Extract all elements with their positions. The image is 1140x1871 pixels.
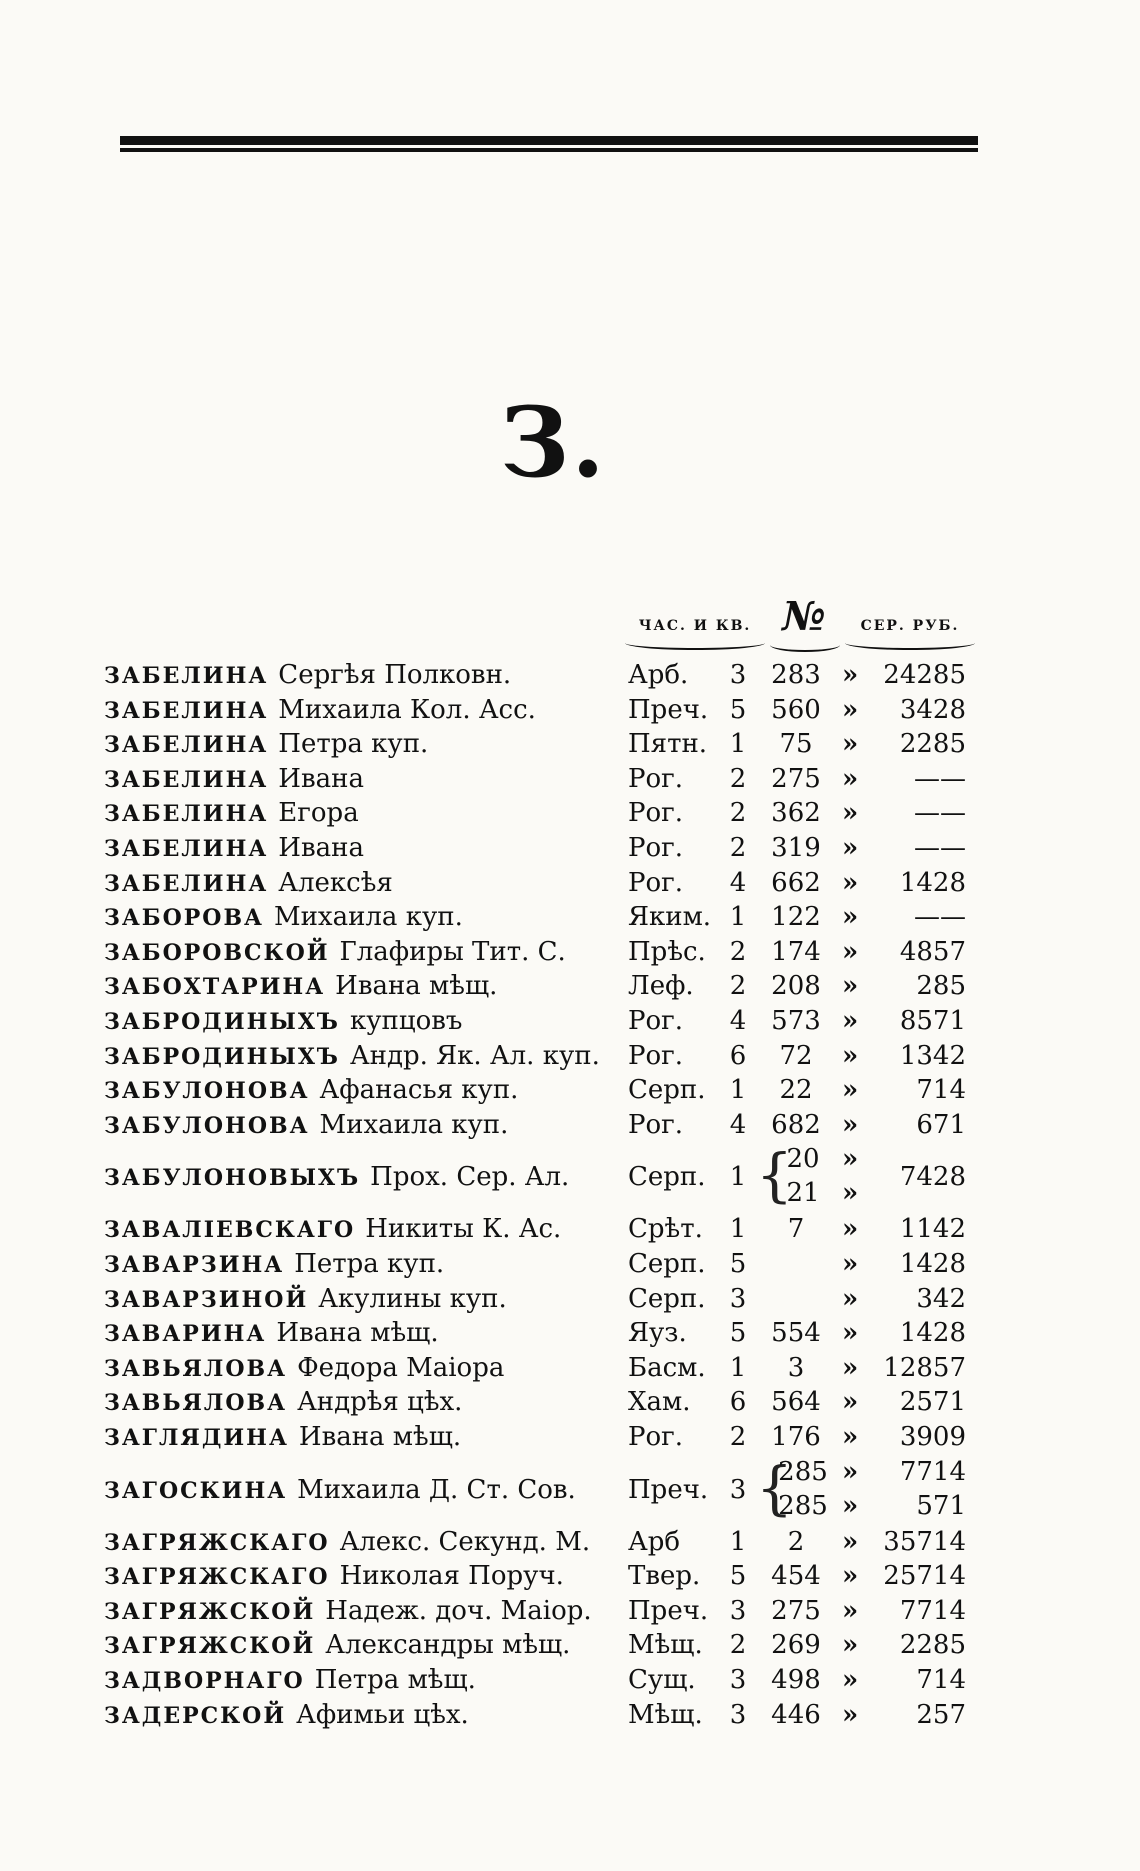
entry-mark: » — [842, 1214, 859, 1245]
entry-mark: » — [842, 1422, 859, 1452]
entry-name — [104, 658, 511, 693]
entry-mark: » — [842, 1006, 859, 1036]
entry-amount: 1428 — [899, 867, 966, 898]
entry-number: 573 — [771, 1006, 821, 1036]
header-number-label: № — [782, 593, 826, 640]
entry-name — [104, 1282, 507, 1317]
entry-number: 285 — [778, 1490, 828, 1521]
entry-surname: ЗАВАРЗИНА — [104, 1252, 285, 1278]
entry-number: 662 — [771, 867, 821, 898]
entry-amount: 7428 — [899, 1162, 966, 1193]
entry-quarter: 2 — [729, 763, 747, 794]
entry-description: Михаила куп. — [319, 1109, 509, 1140]
entry-amount: 35714 — [883, 1526, 966, 1557]
entry-name — [104, 1073, 518, 1108]
entry-part: Мѣщ. — [628, 1699, 703, 1730]
entry-number: 498 — [771, 1665, 821, 1695]
entry-quarter: 3 — [729, 1665, 747, 1695]
entry-name — [104, 762, 364, 797]
entry-number: 72 — [779, 1040, 813, 1071]
entry-surname: ЗАГРЯЖСКОЙ — [104, 1633, 316, 1660]
entry-number: 21 — [786, 1178, 820, 1209]
register-row — [0, 1282, 1140, 1316]
entry-name — [104, 1212, 561, 1247]
entry-number-group — [756, 1142, 836, 1212]
entry-part: Рог. — [628, 867, 684, 898]
register-row — [0, 1559, 1140, 1593]
entry-number: 564 — [771, 1387, 821, 1418]
register-row — [0, 1663, 1140, 1697]
entry-quarter: 5 — [729, 694, 747, 725]
register-row — [0, 727, 1140, 761]
entry-part: Срѣт. — [628, 1214, 703, 1245]
register-row — [0, 1385, 1140, 1419]
entry-mark: » — [842, 1665, 859, 1695]
entry-part: Серп. — [628, 1075, 706, 1106]
entry-description: Андр. Як. Ал. куп. — [349, 1040, 600, 1071]
entry-number: 362 — [771, 798, 821, 829]
header-brace — [770, 638, 840, 652]
entry-description: Николая Поруч. — [339, 1561, 564, 1592]
entry-mark-group — [842, 1455, 859, 1525]
register-row — [0, 831, 1140, 865]
entry-name — [104, 1663, 476, 1698]
entry-amount: 257 — [916, 1699, 966, 1730]
entry-part: Басм. — [628, 1352, 706, 1383]
entry-quarter: 1 — [729, 1214, 747, 1245]
entry-amount: 7714 — [899, 1595, 966, 1626]
entry-mark: » — [842, 1075, 859, 1106]
entry-description: Ивана мѣщ. — [276, 1318, 439, 1349]
entry-surname: ЗАБЕЛИНА — [104, 801, 269, 828]
entry-number: 176 — [771, 1422, 821, 1452]
entry-part: Рог. — [628, 1006, 684, 1036]
entry-surname: ЗАВЬЯЛОВА — [104, 1390, 288, 1417]
brace-glyph: { — [756, 1141, 793, 1210]
register-row — [0, 1316, 1140, 1350]
entry-name — [104, 1316, 439, 1351]
entry-amount: 342 — [916, 1283, 966, 1314]
entry-amount: 3428 — [899, 694, 966, 725]
entry-amount: 2571 — [899, 1387, 966, 1418]
entry-surname: ЗАВАЛІЕВСКАГО — [104, 1217, 356, 1244]
entry-description: Егора — [278, 798, 359, 829]
entry-surname: ЗАВЬЯЛОВА — [104, 1355, 288, 1382]
entry-quarter: 1 — [729, 1352, 747, 1383]
entry-number: 285 — [778, 1456, 828, 1487]
register-row — [0, 658, 1140, 692]
entry-mark: » — [842, 833, 859, 863]
entry-quarter: 1 — [729, 1162, 747, 1193]
entry-description: Андрѣя цѣх. — [297, 1387, 463, 1418]
entry-mark: » — [842, 1630, 859, 1661]
entry-part: Мѣщ. — [628, 1630, 703, 1661]
entry-number: 554 — [771, 1318, 821, 1349]
entry-amount: 1142 — [899, 1214, 966, 1245]
entry-part: Серп. — [628, 1162, 706, 1193]
entry-part: Яуз. — [628, 1318, 687, 1349]
entry-amount: 571 — [916, 1490, 966, 1521]
register-row — [0, 1351, 1140, 1385]
entry-name — [104, 831, 364, 866]
entry-surname: ЗАБЕЛИНА — [104, 732, 269, 759]
entry-amount: 671 — [916, 1109, 966, 1140]
entry-mark: » — [842, 1699, 859, 1730]
register-row — [0, 1142, 1140, 1212]
entry-description: Афимьи цѣх. — [296, 1699, 469, 1730]
entry-number: 20 — [786, 1144, 820, 1175]
entry-name — [104, 1004, 462, 1039]
entry-quarter: 3 — [729, 1474, 747, 1505]
header-number — [770, 593, 840, 652]
entry-surname: ЗАБОХТАРИНА — [104, 974, 326, 1001]
entry-quarter: 2 — [729, 1630, 747, 1661]
entry-description: Никиты К. Ас. — [365, 1214, 562, 1245]
entry-number: 446 — [771, 1699, 821, 1730]
entry-mark: » — [842, 1249, 859, 1279]
header-brace — [625, 636, 765, 650]
entry-part: Рог. — [628, 1040, 684, 1071]
entry-mark: » — [842, 660, 859, 690]
entry-number: 208 — [771, 971, 821, 1002]
entry-name — [104, 1628, 570, 1663]
register-row — [0, 1039, 1140, 1073]
brace-glyph: { — [756, 1453, 793, 1522]
entry-mark: » — [842, 902, 859, 933]
entry-mark-group — [842, 1142, 859, 1212]
entry-surname: ЗАБРОДИНЫХЪ — [104, 1043, 340, 1070]
entry-amount: 1428 — [899, 1249, 966, 1279]
entry-quarter: 3 — [729, 1595, 747, 1626]
entry-amount: 714 — [916, 1075, 966, 1106]
entry-surname: ЗАБРОДИНЫХЪ — [104, 1009, 340, 1035]
entry-quarter: 5 — [729, 1318, 747, 1349]
entry-quarter: 3 — [729, 1283, 747, 1314]
entry-part: Арб — [628, 1526, 680, 1557]
entry-name — [104, 693, 536, 728]
entry-mark: » — [842, 1178, 859, 1209]
entry-surname: ЗАГРЯЖСКАГО — [104, 1564, 330, 1591]
entry-name — [104, 727, 428, 762]
header-part-quarter-label: ЧАС. И КВ. — [638, 618, 752, 634]
entry-part: Рог. — [628, 798, 684, 829]
register-row — [0, 969, 1140, 1003]
entry-mark: » — [842, 694, 859, 725]
header-amount — [845, 598, 975, 650]
entry-number: 75 — [779, 729, 813, 760]
register-row — [0, 900, 1140, 934]
register-row — [0, 762, 1140, 796]
entry-number: 7 — [787, 1214, 805, 1245]
entry-description: Александры мѣщ. — [325, 1630, 571, 1661]
entry-mark: » — [842, 1595, 859, 1626]
entry-name — [104, 1160, 569, 1195]
entry-description: Алекс. Секунд. М. — [339, 1526, 591, 1557]
register-row — [0, 1455, 1140, 1525]
entry-number: 682 — [771, 1109, 821, 1140]
entry-quarter: 1 — [729, 902, 747, 933]
entry-quarter: 2 — [729, 936, 747, 967]
entry-description: Федора Маіора — [297, 1352, 505, 1383]
register-row — [0, 1004, 1140, 1038]
entry-surname: ЗАБЕЛИНА — [104, 663, 269, 689]
entry-description: Надеж. доч. Маіор. — [325, 1595, 592, 1626]
entry-quarter: 1 — [729, 1526, 747, 1557]
entry-surname: ЗАБЕЛИНА — [104, 836, 269, 862]
entry-name — [104, 866, 393, 901]
entry-mark: » — [842, 1352, 859, 1383]
entry-number: 283 — [771, 660, 821, 690]
header-amount-label: СЕР. РУБ. — [860, 618, 960, 634]
entry-mark: » — [842, 1283, 859, 1314]
entry-surname: ЗАБУЛОНОВЫХЪ — [104, 1165, 361, 1192]
entry-part: Преч. — [628, 1474, 709, 1505]
entry-quarter: 3 — [729, 660, 747, 690]
entry-number: 275 — [771, 1595, 821, 1626]
entry-surname: ЗАБУЛОНОВА — [104, 1078, 310, 1105]
entry-description: Михаила Д. Ст. Сов. — [297, 1474, 576, 1505]
entry-surname: ЗАБЕЛИНА — [104, 870, 269, 897]
top-rule-thin — [120, 148, 978, 152]
entry-quarter: 2 — [729, 798, 747, 829]
entry-number: 174 — [771, 936, 821, 967]
entry-name — [104, 796, 359, 831]
top-rule-thick — [120, 136, 978, 145]
entry-quarter: 5 — [729, 1561, 747, 1592]
register-row — [0, 1212, 1140, 1246]
register-row — [0, 693, 1140, 727]
entry-part: Хам. — [628, 1387, 691, 1418]
entry-description: Петра куп. — [278, 729, 429, 760]
register-row — [0, 1073, 1140, 1107]
entry-mark: » — [842, 867, 859, 898]
entry-amount: 2285 — [899, 729, 966, 760]
entry-amount: 285 — [916, 971, 966, 1002]
entry-surname: ЗАВАРИНА — [104, 1321, 267, 1348]
entry-number: 269 — [771, 1630, 821, 1661]
entry-amount: —— — [914, 798, 966, 829]
entry-name — [104, 969, 497, 1004]
entry-name — [104, 1594, 592, 1629]
entry-description: Сергѣя Полковн. — [278, 660, 512, 690]
register-row — [0, 1525, 1140, 1559]
entry-surname: ЗАБУЛОНОВА — [104, 1112, 310, 1139]
entry-mark: » — [842, 1526, 859, 1557]
entry-amount: 4857 — [899, 936, 966, 967]
entry-description: Ивана — [278, 833, 364, 863]
entry-mark: » — [842, 1318, 859, 1349]
entry-description: Ивана мѣщ. — [298, 1422, 462, 1452]
entry-part: Преч. — [628, 694, 709, 725]
register-row — [0, 1628, 1140, 1662]
register-row — [0, 866, 1140, 900]
entry-part: Рог. — [628, 1422, 684, 1452]
entry-surname: ЗАДВОРНАГО — [104, 1668, 305, 1694]
entry-quarter: 1 — [729, 729, 747, 760]
entry-quarter: 6 — [729, 1040, 747, 1071]
entry-amount: 24285 — [883, 660, 966, 690]
entry-mark: » — [842, 798, 859, 829]
entry-quarter: 2 — [729, 971, 747, 1002]
entry-mark: » — [842, 1456, 859, 1487]
entry-part: Серп. — [628, 1283, 706, 1314]
entry-quarter: 1 — [729, 1075, 747, 1106]
entry-surname: ЗАБЕЛИНА — [104, 697, 269, 724]
entry-part: Яким. — [628, 902, 712, 933]
entry-amount: —— — [914, 833, 966, 863]
entry-name — [104, 1108, 508, 1143]
entry-amount: 714 — [916, 1665, 966, 1695]
register-row — [0, 1594, 1140, 1628]
entry-part: Рог. — [628, 833, 684, 863]
entry-part: Рог. — [628, 763, 684, 794]
entry-number: 2 — [787, 1526, 805, 1557]
entry-name — [104, 1698, 469, 1733]
entry-name — [104, 1247, 444, 1282]
entry-description: Петра куп. — [294, 1249, 445, 1279]
entry-part: Серп. — [628, 1249, 706, 1279]
entry-mark: » — [842, 971, 859, 1002]
entry-mark: » — [842, 1490, 859, 1521]
entry-surname: ЗАДЕРСКОЙ — [104, 1702, 287, 1729]
entry-quarter: 2 — [729, 833, 747, 863]
entry-description: Михаила Кол. Асс. — [278, 694, 536, 725]
entry-number: 560 — [771, 694, 821, 725]
entry-description: Михаила куп. — [273, 902, 463, 933]
entry-quarter: 6 — [729, 1387, 747, 1418]
entry-quarter: 4 — [729, 1006, 747, 1036]
entry-mark: » — [842, 1109, 859, 1140]
entry-mark: » — [842, 763, 859, 794]
entry-number: 454 — [771, 1561, 821, 1592]
entry-amount: 1342 — [899, 1040, 966, 1071]
header-brace — [845, 636, 975, 650]
entry-surname: ЗАБОРОВСКОЙ — [104, 939, 330, 966]
entry-amount: 7714 — [899, 1456, 966, 1487]
entry-quarter: 4 — [729, 867, 747, 898]
entry-part: Рог. — [628, 1109, 684, 1140]
entry-name — [104, 1525, 590, 1560]
entry-amount: 25714 — [883, 1561, 966, 1592]
entry-description: Ивана мѣщ. — [335, 971, 498, 1002]
entry-description: Глафиры Тит. С. — [339, 936, 566, 967]
entry-part: Прѣс. — [628, 936, 706, 967]
entry-quarter: 4 — [729, 1109, 747, 1140]
header-part-quarter — [625, 598, 765, 650]
entry-part: Сущ. — [628, 1665, 696, 1695]
entry-number: 275 — [771, 763, 821, 794]
entry-name — [104, 1351, 504, 1386]
entry-description: Петра мѣщ. — [314, 1665, 476, 1695]
entry-amount: 1428 — [899, 1318, 966, 1349]
entry-number: 122 — [771, 902, 821, 933]
entry-amount: 2285 — [899, 1630, 966, 1661]
register-row — [0, 1247, 1140, 1281]
entry-surname: ЗАВАРЗИНОЙ — [104, 1286, 309, 1313]
entry-name — [104, 1039, 600, 1074]
register-row — [0, 1108, 1140, 1142]
entry-surname: ЗАБЕЛИНА — [104, 766, 269, 793]
entry-quarter: 3 — [729, 1699, 747, 1730]
entry-part: Пятн. — [628, 729, 708, 760]
entry-description: Афанасья куп. — [319, 1075, 519, 1106]
entry-mark: » — [842, 1040, 859, 1071]
entry-name — [104, 1385, 462, 1420]
register-row — [0, 1698, 1140, 1732]
entry-name — [104, 1473, 576, 1508]
entry-name — [104, 1559, 564, 1594]
entry-name — [104, 935, 566, 970]
entry-number: 22 — [779, 1075, 813, 1106]
entry-amount: —— — [914, 763, 966, 794]
register-row — [0, 935, 1140, 969]
entry-number: 319 — [771, 833, 821, 863]
entry-amount: 12857 — [883, 1352, 966, 1383]
entry-number: 3 — [787, 1352, 805, 1383]
entry-amount: —— — [914, 902, 966, 933]
entry-part: Леф. — [628, 971, 694, 1002]
entry-description: Ивана — [278, 763, 364, 794]
entry-surname: ЗАГЛЯДИНА — [104, 1425, 289, 1451]
entry-mark: » — [842, 729, 859, 760]
entry-surname: ЗАГОСКИНА — [104, 1477, 288, 1504]
entry-part: Преч. — [628, 1595, 709, 1626]
entry-name — [104, 1420, 461, 1455]
entry-amount: 8571 — [899, 1006, 966, 1036]
register-row — [0, 1420, 1140, 1454]
entry-mark: » — [842, 936, 859, 967]
entry-part: Твер. — [628, 1561, 701, 1592]
register-row — [0, 796, 1140, 830]
entry-surname: ЗАБОРОВА — [104, 905, 264, 932]
entry-surname: ЗАГРЯЖСКОЙ — [104, 1598, 316, 1625]
section-letter: З. — [500, 386, 607, 499]
entry-description: Акулины куп. — [318, 1283, 507, 1314]
entry-description: купцовъ — [349, 1006, 463, 1036]
entry-mark: » — [842, 1144, 859, 1175]
entry-mark: » — [842, 1387, 859, 1418]
entry-part: Арб. — [628, 660, 689, 690]
entry-amount-group — [860, 1455, 966, 1525]
entry-description: Алексѣя — [278, 867, 393, 898]
entry-number-group — [756, 1455, 836, 1525]
entry-description: Прох. Сер. Ал. — [370, 1162, 570, 1193]
entry-surname: ЗАГРЯЖСКАГО — [104, 1529, 330, 1556]
entry-quarter: 2 — [729, 1422, 747, 1452]
entry-mark: » — [842, 1561, 859, 1592]
entry-quarter: 5 — [729, 1249, 747, 1279]
entry-name — [104, 900, 463, 935]
entry-amount: 3909 — [899, 1422, 966, 1452]
